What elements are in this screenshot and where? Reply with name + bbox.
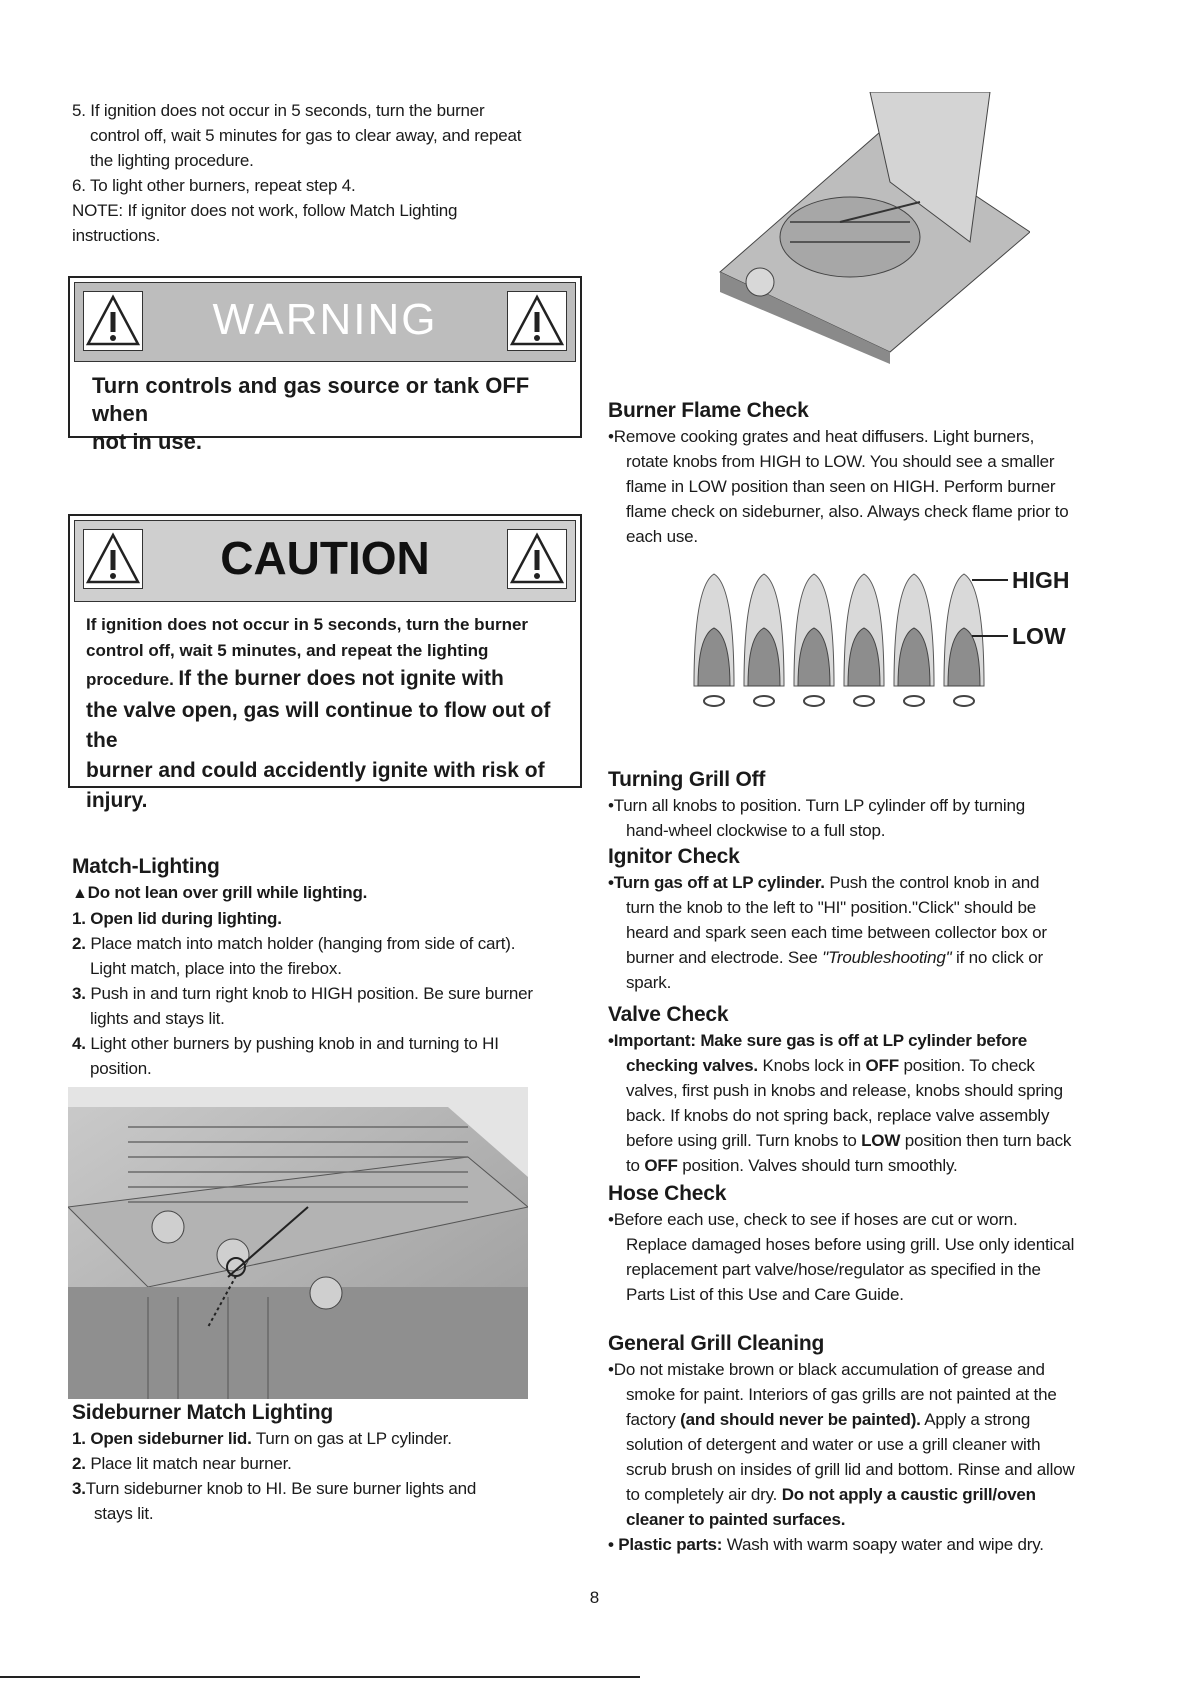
valve-line [608,1053,1168,1078]
cleaning-line: smoke for paint. Interiors of gas grills are not painted at the [626,1385,1057,1404]
page-number: 8 [589,1588,600,1607]
flame-line: flame in LOW position than seen on HIGH. Perform burner [626,477,1056,496]
step-text: Turn on gas at LP cylinder. [255,1429,452,1448]
caution-line: If ignition does not occur in 5 seconds, turn the burner [86,615,529,634]
valve-bold: LOW [861,1131,901,1150]
turning-grill-off-section [608,766,1168,843]
step-number: 3. [72,984,86,1003]
step-text: Turn sideburner knob to HI. Be sure burner lights and [85,1479,477,1498]
match-step-2 [72,931,592,956]
ignitor-line [608,945,1168,970]
sideburner-section [72,1399,592,1526]
valve-check-section [608,1001,1168,1178]
match-step-3-cont: lights and stays lit. [90,1009,225,1028]
valve-text: Knobs lock in [762,1056,861,1075]
valve-line [608,1153,1168,1178]
warning-line: not in use. [92,429,202,454]
step-number: 2. [72,934,86,953]
sideburner-heading: Sideburner Match Lighting [72,1401,333,1424]
valve-line: •Important: Make sure gas is off at LP cylinder before [608,1031,1027,1050]
caution-line: control off, wait 5 minutes, and repeat the lighting [86,641,489,660]
ignitor-heading: Ignitor Check [608,845,740,868]
ignitor-line [608,870,1168,895]
step-line: NOTE: If ignitor does not work, follow Match Lighting [72,201,458,220]
caution-triangle-icon: ▲ [72,885,88,902]
flame-diagram [690,566,1090,716]
sideburner-step-1 [72,1426,592,1451]
sideburner-illustration [690,92,1030,364]
cleaning-bold: • Plastic parts: [608,1535,723,1554]
caution-line [86,664,576,696]
step-line: instructions. [72,226,161,245]
ignitor-line: spark. [626,973,672,992]
turning-off-line: •Turn all knobs to position. Turn LP cylinder off by turning [608,796,1025,815]
warning-box [68,276,582,454]
cleaning-bold: Do not apply a caustic grill/oven [781,1485,1036,1504]
cleaning-line: •Do not mistake brown or black accumulation of grease and [608,1360,1045,1379]
caution-box [68,514,582,812]
warning-line: Turn controls and gas source or tank OFF when [92,373,530,426]
flame-label-high: HIGH [1012,567,1070,593]
flame-line: each use. [626,527,698,546]
cleaning-text: to completely air dry. [626,1485,778,1504]
match-step-2-cont: Light match, place into the firebox. [90,959,342,978]
cleaning-text: Apply a strong [924,1410,1031,1429]
valve-text: before using grill. Turn knobs to [626,1131,857,1150]
sideburner-step-2 [72,1451,592,1476]
match-lighting-note [72,880,592,906]
sideburner-step-3-cont: stays lit. [94,1504,154,1523]
ignitor-text: if no click or [955,948,1043,967]
note-text: Do not lean over grill while lighting. [87,883,368,902]
troubleshooting-reference: "Troubleshooting" [822,948,952,967]
hose-line: replacement part valve/hose/regulator as specified in the [626,1260,1041,1279]
step-text: Place lit match near burner. [90,1454,292,1473]
valve-line: valves, first push in knobs and release, knobs should spring [626,1081,1063,1100]
match-step-1: 1. Open lid during lighting. [72,909,282,928]
bottom-rule [0,1676,640,1678]
step-text: Light other burners by pushing knob in and turning to HI [90,1034,499,1053]
flame-line: flame check on sideburner, also. Always check flame prior to [626,502,1069,521]
caution-line: the valve open, gas will continue to flow out of the [86,699,551,752]
top-steps [72,98,592,248]
hose-line: •Before each use, check to see if hoses are cut or worn. [608,1210,1018,1229]
step-line: 5. If ignition does not occur in 5 seconds, turn the burner [72,101,485,120]
cleaning-section [608,1330,1168,1557]
caution-title: CAUTION [220,532,430,584]
step-number: 3. [72,1479,86,1498]
valve-text: position then turn back [904,1131,1072,1150]
caution-fragment: procedure. [86,670,174,689]
caution-text [86,612,576,816]
valve-text: position. To check [903,1056,1035,1075]
ignitor-bold: •Turn gas off at LP cylinder. [608,873,825,892]
valve-line: back. If knobs do not spring back, replace valve assembly [626,1106,1050,1125]
valve-line [608,1128,1168,1153]
burner-flame-heading: Burner Flame Check [608,399,809,422]
flame-label-low: LOW [1012,623,1066,649]
warning-banner [74,282,576,362]
warning-title: WARNING [212,295,438,344]
cleaning-line [608,1407,1168,1432]
cleaning-bold: (and should never be painted). [680,1410,921,1429]
step-line: control off, wait 5 minutes for gas to clear away, and repeat [90,126,522,145]
caution-fragment: If the burner does not ignite with [178,667,504,690]
hose-check-section [608,1180,1168,1307]
step-line: the lighting procedure. [90,151,254,170]
step-text: Push in and turn right knob to HIGH position. Be sure burner [90,984,533,1003]
match-lighting-heading: Match-Lighting [72,855,220,878]
match-lighting-section [72,853,592,1081]
flame-line: rotate knobs from HIGH to LOW. You should see a smaller [626,452,1055,471]
valve-heading: Valve Check [608,1003,729,1026]
turning-off-line: hand-wheel clockwise to a full stop. [626,821,886,840]
ignitor-check-section [608,843,1168,995]
step-number: 1. [72,1429,86,1448]
valve-bold: checking valves. [626,1056,758,1075]
cleaning-heading: General Grill Cleaning [608,1332,825,1355]
match-step-4 [72,1031,592,1056]
cleaning-line [608,1532,1168,1557]
match-step-3 [72,981,592,1006]
cleaning-line: scrub brush on insides of grill lid and bottom. Rinse and allow [626,1460,1075,1479]
hose-heading: Hose Check [608,1182,727,1205]
step-text: Place match into match holder (hanging from side of cart). [90,934,516,953]
ignitor-text: burner and electrode. See [626,948,818,967]
cleaning-text: factory [626,1410,676,1429]
valve-text: position. Valves should turn smoothly. [682,1156,958,1175]
warning-text [92,372,580,456]
step-number: 4. [72,1034,86,1053]
flame-line: •Remove cooking grates and heat diffusers. Light burners, [608,427,1035,446]
cleaning-line [608,1482,1168,1507]
turning-off-heading: Turning Grill Off [608,768,766,791]
warning-triangle-icon [507,291,567,351]
cleaning-line: cleaner to painted surfaces. [626,1510,846,1529]
sideburner-step-3 [72,1476,592,1501]
step-number: 2. [72,1454,86,1473]
match-step-4-cont: position. [90,1059,152,1078]
step-bold: Open sideburner lid. [90,1429,252,1448]
hose-line: Parts List of this Use and Care Guide. [626,1285,904,1304]
caution-banner [74,520,576,602]
valve-bold: OFF [865,1056,899,1075]
ignitor-line: turn the knob to the left to "HI" position."Click" should be [626,898,1036,917]
burner-flame-check-section [608,397,1168,549]
valve-text: to [626,1156,640,1175]
caution-triangle-icon [507,529,567,589]
hose-line: Replace damaged hoses before using grill. Use only identical [626,1235,1075,1254]
cleaning-text: Wash with warm soapy water and wipe dry. [726,1535,1044,1554]
valve-bold: OFF [644,1156,678,1175]
caution-line: injury. [86,789,148,812]
step-line: 6. To light other burners, repeat step 4. [72,176,356,195]
ignitor-line: heard and spark seen each time between collector box or [626,923,1047,942]
cleaning-line: solution of detergent and water or use a grill cleaner with [626,1435,1041,1454]
caution-line: burner and could accidently ignite with risk of [86,759,545,782]
grill-match-lighting-illustration [68,1087,528,1399]
ignitor-text: Push the control knob in and [829,873,1040,892]
